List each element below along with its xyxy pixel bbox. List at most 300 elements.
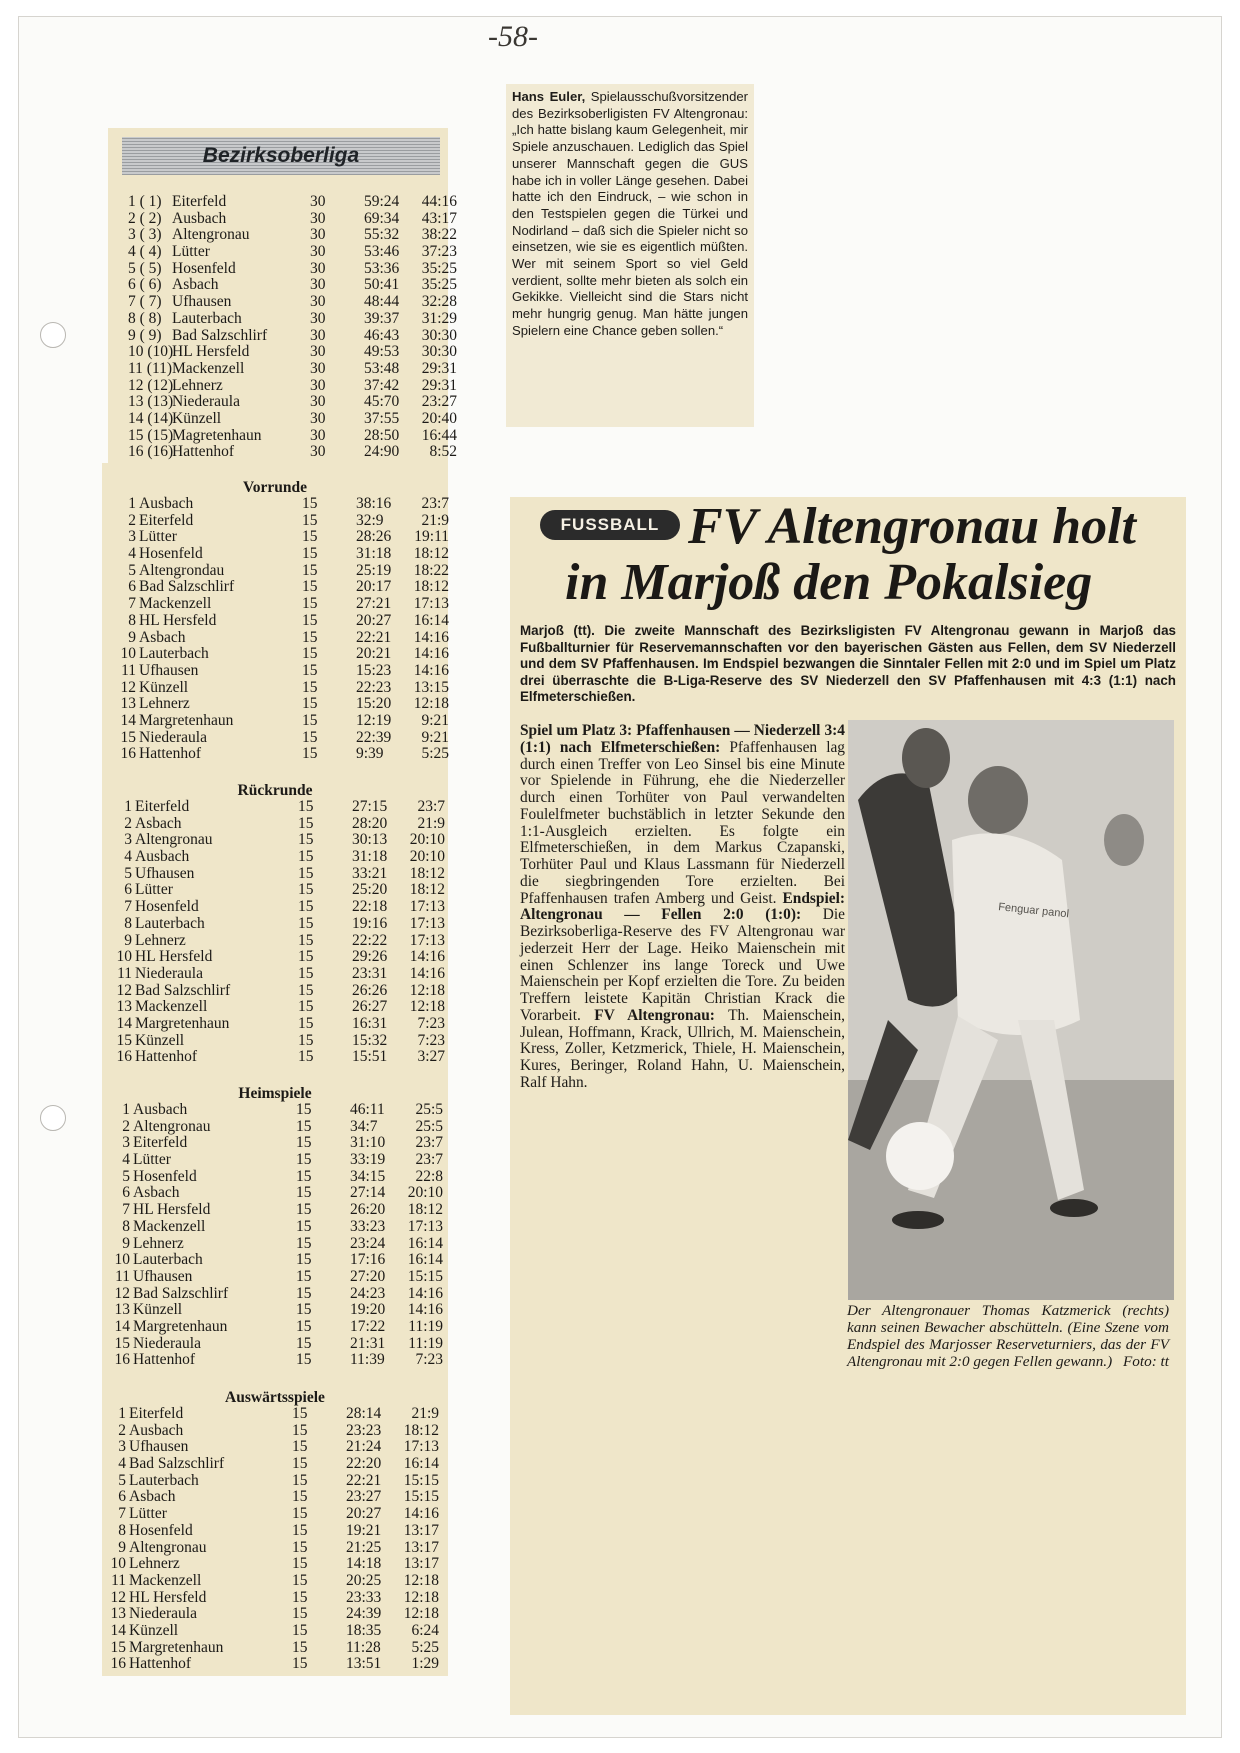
paragraph-heading: FV Altengronau: bbox=[594, 1006, 715, 1024]
cell-goals: 29:26 bbox=[352, 948, 388, 966]
table-row bbox=[114, 1152, 444, 1169]
heimspiele-table bbox=[114, 1102, 444, 1369]
cell-goals: 20:27 bbox=[356, 611, 392, 629]
cell-pts: 15:15 bbox=[407, 1267, 443, 1285]
cell-sp: 15 bbox=[296, 1301, 312, 1319]
cell-goals: 13:51 bbox=[346, 1655, 382, 1673]
cell-goals: 18:35 bbox=[346, 1621, 382, 1639]
cell-pos: 14 bbox=[116, 1014, 132, 1032]
cell-sp: 30 bbox=[310, 326, 326, 344]
table-row bbox=[116, 832, 446, 849]
cell-team: Margretenhaun bbox=[133, 1317, 228, 1335]
cell-sp: 30 bbox=[310, 259, 326, 277]
cell-sp: 15 bbox=[292, 1605, 308, 1623]
cell-sp: 15 bbox=[296, 1201, 312, 1219]
cell-sp: 15 bbox=[302, 528, 318, 546]
cell-pos: 5 bbox=[124, 864, 132, 882]
cell-pos: 2 bbox=[124, 814, 132, 832]
cell-pos: 9 bbox=[118, 1538, 126, 1556]
paragraph-heading: Spiel um Platz 3: Pfaffenhausen — Niederzell 3:4 (1:1) nach Elfmeterschießen: bbox=[520, 722, 845, 756]
cell-goals: 22:21 bbox=[346, 1471, 382, 1489]
cell-pts: 15:15 bbox=[403, 1488, 439, 1506]
cell-team: HL Hersfeld bbox=[129, 1588, 207, 1606]
cell-goals: 34:7 bbox=[350, 1117, 378, 1135]
table-row bbox=[110, 1473, 440, 1490]
cell-pts: 16:14 bbox=[407, 1234, 443, 1252]
cell-goals: 20:27 bbox=[346, 1505, 382, 1523]
table-row bbox=[116, 799, 446, 816]
table-row bbox=[114, 1336, 444, 1353]
cell-sp: 15 bbox=[298, 981, 314, 999]
table-row bbox=[116, 816, 446, 833]
table-row bbox=[120, 730, 450, 747]
cell-team: Lauterbach bbox=[172, 309, 242, 327]
table-row bbox=[114, 1169, 444, 1186]
cell-pos: 12 bbox=[120, 678, 136, 696]
cell-goals: 19:21 bbox=[346, 1521, 382, 1539]
cell-sp: 15 bbox=[302, 645, 318, 663]
cell-goals: 24:39 bbox=[346, 1605, 382, 1623]
cell-team: Mackenzell bbox=[135, 998, 208, 1016]
table-row bbox=[128, 194, 458, 211]
cell-sp: 15 bbox=[296, 1317, 312, 1335]
cell-pos: 16 (16) bbox=[128, 443, 174, 461]
cell-pts: 20:10 bbox=[409, 831, 445, 849]
paragraph-text: Die Bezirksoberliga-Reserve des FV Altengronau war jederzeit Herr der Lage. Heiko Maienschein mit einen Schlenzer ins lange Toreck und Uwe Maienschein per Kopf erzielten die Tore. Zu beiden Treffern leistete Kapitän Christian Krack die Vorarbeit. bbox=[520, 906, 845, 1024]
cell-team: Eiterfeld bbox=[139, 511, 194, 529]
cell-pos: 12 bbox=[110, 1588, 126, 1606]
table-row bbox=[116, 933, 446, 950]
cell-goals: 27:14 bbox=[350, 1184, 386, 1202]
table-row bbox=[116, 1049, 446, 1066]
cell-pts: 29:31 bbox=[421, 376, 457, 394]
cell-pts: 12:18 bbox=[413, 695, 449, 713]
cell-sp: 15 bbox=[296, 1217, 312, 1235]
cell-team: Ausbach bbox=[129, 1421, 184, 1439]
cell-team: Lütter bbox=[172, 243, 210, 261]
match-photo bbox=[848, 720, 1174, 1300]
cell-pts: 7:23 bbox=[417, 1014, 445, 1032]
table-row bbox=[128, 378, 458, 395]
cell-pos: 10 (10) bbox=[128, 343, 174, 361]
cell-pts: 6:24 bbox=[411, 1621, 439, 1639]
cell-pos: 15 bbox=[120, 728, 136, 746]
cell-sp: 30 bbox=[310, 409, 326, 427]
cell-pts: 21:9 bbox=[411, 1405, 439, 1422]
cell-sp: 15 bbox=[298, 831, 314, 849]
cell-team: Bad Salzschlirf bbox=[133, 1284, 229, 1302]
cell-pts: 18:12 bbox=[409, 881, 445, 899]
cell-sp: 30 bbox=[310, 226, 326, 244]
cell-pts: 17:13 bbox=[407, 1217, 443, 1235]
table-row bbox=[120, 579, 450, 596]
cell-pts: 30:30 bbox=[421, 326, 457, 344]
cell-pos: 7 bbox=[128, 595, 136, 613]
cell-sp: 30 bbox=[310, 243, 326, 261]
cell-sp: 15 bbox=[298, 798, 314, 815]
cell-pos: 10 bbox=[110, 1555, 126, 1573]
cell-pts: 16:14 bbox=[413, 611, 449, 629]
cell-sp: 15 bbox=[296, 1134, 312, 1152]
cell-pts: 14:16 bbox=[407, 1284, 443, 1302]
paragraph-heading: Endspiel: Altengronau — Fellen 2:0 (1:0): bbox=[520, 889, 845, 924]
table-row bbox=[120, 646, 450, 663]
cell-team: Eiterfeld bbox=[133, 1134, 188, 1152]
cell-pos: 5 bbox=[118, 1471, 126, 1489]
table-row bbox=[128, 361, 458, 378]
cell-goals: 24:23 bbox=[350, 1284, 386, 1302]
cell-pos: 13 (13) bbox=[128, 393, 174, 411]
cell-goals: 69:34 bbox=[364, 209, 400, 227]
cell-pts: 19:11 bbox=[414, 528, 449, 546]
table-row bbox=[128, 344, 458, 361]
cell-sp: 15 bbox=[298, 931, 314, 949]
cell-sp: 15 bbox=[298, 848, 314, 866]
cell-team: Ausbach bbox=[172, 209, 227, 227]
cell-sp: 30 bbox=[310, 443, 326, 461]
cell-sp: 15 bbox=[292, 1438, 308, 1456]
cell-sp: 15 bbox=[298, 1031, 314, 1049]
cell-sp: 15 bbox=[298, 948, 314, 966]
cell-team: Asbach bbox=[172, 276, 219, 294]
vorrunde-table bbox=[120, 496, 450, 763]
cell-goals: 19:16 bbox=[352, 914, 388, 932]
cell-goals: 21:31 bbox=[350, 1334, 386, 1352]
section-heading-rueckrunde: Rückrunde bbox=[237, 782, 313, 799]
table-row bbox=[116, 899, 446, 916]
cell-team: Asbach bbox=[135, 814, 182, 832]
table-row bbox=[110, 1640, 440, 1657]
cell-team: Lauterbach bbox=[135, 914, 205, 932]
section-heading-vorrunde: Vorrunde bbox=[242, 479, 308, 496]
cell-pos: 11 bbox=[115, 1267, 130, 1285]
cell-pos: 7 bbox=[124, 898, 132, 916]
table-row bbox=[128, 311, 458, 328]
cell-pts: 5:25 bbox=[411, 1638, 439, 1656]
cell-pts: 14:16 bbox=[407, 1301, 443, 1319]
cell-team: Ufhausen bbox=[129, 1438, 189, 1456]
cell-pos: 11 bbox=[111, 1571, 126, 1589]
table-row bbox=[110, 1406, 440, 1423]
table-row bbox=[120, 546, 450, 563]
punch-hole-top bbox=[40, 322, 66, 348]
table-row bbox=[128, 444, 458, 461]
table-row bbox=[110, 1439, 440, 1456]
cell-goals: 31:18 bbox=[352, 848, 388, 866]
cell-team: Lehnerz bbox=[139, 695, 190, 713]
cell-pos: 1 bbox=[122, 1101, 130, 1118]
cell-pts: 11:19 bbox=[408, 1317, 443, 1335]
cell-team: Künzell bbox=[172, 409, 222, 427]
cell-goals: 23:31 bbox=[352, 964, 388, 982]
table-row bbox=[128, 428, 458, 445]
cell-goals: 34:15 bbox=[350, 1167, 386, 1185]
table-row bbox=[114, 1102, 444, 1119]
cell-team: Hosenfeld bbox=[129, 1521, 193, 1539]
shirt-text: Fenguar panol bbox=[997, 901, 1070, 921]
cell-team: Altengronau bbox=[133, 1117, 211, 1135]
quote-author: Hans Euler, bbox=[512, 89, 586, 104]
cell-pos: 3 ( 3) bbox=[128, 226, 162, 244]
cell-team: Hosenfeld bbox=[133, 1167, 197, 1185]
cell-goals: 14:18 bbox=[346, 1555, 382, 1573]
cell-sp: 15 bbox=[302, 545, 318, 563]
cell-sp: 15 bbox=[298, 864, 314, 882]
cell-pts: 17:13 bbox=[403, 1438, 439, 1456]
cell-goals: 28:50 bbox=[364, 426, 400, 444]
cell-goals: 50:41 bbox=[364, 276, 400, 294]
cell-team: Bad Salzschlirf bbox=[172, 326, 268, 344]
cell-team: Mackenzell bbox=[129, 1571, 202, 1589]
cell-pos: 9 bbox=[122, 1234, 130, 1252]
quote-clipping bbox=[506, 84, 754, 427]
cell-goals: 17:16 bbox=[350, 1251, 386, 1269]
cell-goals: 55:32 bbox=[364, 226, 400, 244]
table-row bbox=[114, 1319, 444, 1336]
table-row bbox=[128, 277, 458, 294]
cell-pos: 2 ( 2) bbox=[128, 209, 162, 227]
cell-team: Niederaula bbox=[139, 728, 207, 746]
league-title: Bezirksoberliga bbox=[202, 144, 360, 167]
cell-sp: 15 bbox=[298, 881, 314, 899]
cell-goals: 22:23 bbox=[356, 678, 392, 696]
cell-pos: 4 bbox=[128, 545, 136, 563]
table-row bbox=[116, 1033, 446, 1050]
photo-illustration bbox=[848, 720, 1174, 1300]
cell-pos: 5 bbox=[122, 1167, 130, 1185]
cell-pts: 17:13 bbox=[413, 595, 449, 613]
table-row bbox=[120, 680, 450, 697]
cell-pos: 2 bbox=[118, 1421, 126, 1439]
cell-pts: 17:13 bbox=[409, 914, 445, 932]
cell-sp: 15 bbox=[298, 998, 314, 1016]
cell-pts: 13:17 bbox=[403, 1521, 439, 1539]
cell-pts: 12:18 bbox=[403, 1605, 439, 1623]
cell-team: Ausbach bbox=[139, 495, 194, 512]
cell-pos: 11 (11) bbox=[128, 359, 173, 377]
cell-pos: 16 bbox=[120, 745, 136, 763]
cell-team: Lütter bbox=[139, 528, 177, 546]
cell-sp: 30 bbox=[310, 293, 326, 311]
cell-pos: 6 ( 6) bbox=[128, 276, 162, 294]
cell-team: Ufhausen bbox=[133, 1267, 193, 1285]
cell-pts: 5:25 bbox=[421, 745, 449, 763]
cell-pos: 6 bbox=[118, 1488, 126, 1506]
cell-pos: 12 bbox=[116, 981, 132, 999]
cell-team: Lehnerz bbox=[172, 376, 223, 394]
cell-pts: 20:40 bbox=[421, 409, 457, 427]
cell-goals: 21:25 bbox=[346, 1538, 382, 1556]
article-body bbox=[520, 723, 845, 1092]
cell-pos: 15 (15) bbox=[128, 426, 174, 444]
cell-goals: 26:26 bbox=[352, 981, 388, 999]
cell-sp: 15 bbox=[292, 1521, 308, 1539]
cell-sp: 15 bbox=[292, 1555, 308, 1573]
cell-sp: 30 bbox=[310, 193, 326, 210]
cell-pts: 15:15 bbox=[403, 1471, 439, 1489]
overall-table bbox=[128, 194, 458, 461]
cell-pts: 18:12 bbox=[407, 1201, 443, 1219]
cell-sp: 30 bbox=[310, 359, 326, 377]
table-row bbox=[116, 949, 446, 966]
cell-goals: 33:19 bbox=[350, 1151, 386, 1169]
cell-pos: 12 bbox=[114, 1284, 130, 1302]
cell-sp: 15 bbox=[302, 711, 318, 729]
cell-sp: 15 bbox=[296, 1167, 312, 1185]
cell-pos: 10 bbox=[114, 1251, 130, 1269]
cell-pts: 38:22 bbox=[421, 226, 457, 244]
cell-pos: 3 bbox=[128, 528, 136, 546]
cell-goals: 17:22 bbox=[350, 1317, 386, 1335]
cell-pts: 23:27 bbox=[421, 393, 457, 411]
cell-pos: 14 (14) bbox=[128, 409, 174, 427]
cell-team: Magretenhaun bbox=[172, 426, 262, 444]
cell-pts: 25:5 bbox=[415, 1117, 443, 1135]
cell-goals: 27:20 bbox=[350, 1267, 386, 1285]
cell-goals: 31:18 bbox=[356, 545, 392, 563]
cell-sp: 15 bbox=[302, 561, 318, 579]
cell-pos: 7 bbox=[122, 1201, 130, 1219]
cell-team: Lehnerz bbox=[133, 1234, 184, 1252]
cell-goals: 23:27 bbox=[346, 1488, 382, 1506]
page-number: -58- bbox=[488, 20, 538, 53]
cell-sp: 30 bbox=[310, 276, 326, 294]
cell-pos: 1 bbox=[124, 798, 132, 815]
cell-pos: 8 bbox=[124, 914, 132, 932]
cell-pts: 35:25 bbox=[421, 259, 457, 277]
rueckrunde-table bbox=[116, 799, 446, 1066]
cell-pts: 9:21 bbox=[421, 728, 449, 746]
cell-goals: 53:46 bbox=[364, 243, 400, 261]
cell-pos: 11 bbox=[117, 964, 132, 982]
cell-pts: 29:31 bbox=[421, 359, 457, 377]
cell-sp: 15 bbox=[292, 1621, 308, 1639]
cell-team: Eiterfeld bbox=[129, 1405, 184, 1422]
table-row bbox=[128, 394, 458, 411]
cell-team: Künzell bbox=[129, 1621, 179, 1639]
cell-goals: 22:20 bbox=[346, 1455, 382, 1473]
cell-pos: 5 bbox=[128, 561, 136, 579]
table-row bbox=[116, 849, 446, 866]
cell-goals: 33:21 bbox=[352, 864, 388, 882]
cell-pts: 23:7 bbox=[415, 1151, 443, 1169]
cell-sp: 30 bbox=[310, 376, 326, 394]
cell-team: Asbach bbox=[133, 1184, 180, 1202]
table-row bbox=[110, 1540, 440, 1557]
cell-sp: 15 bbox=[302, 511, 318, 529]
cell-sp: 15 bbox=[296, 1267, 312, 1285]
cell-sp: 15 bbox=[296, 1184, 312, 1202]
cell-pts: 14:16 bbox=[403, 1505, 439, 1523]
cell-team: Ausbach bbox=[135, 848, 190, 866]
table-row bbox=[128, 227, 458, 244]
cell-goals: 27:15 bbox=[352, 798, 388, 815]
cell-team: Lütter bbox=[133, 1151, 171, 1169]
cell-sp: 15 bbox=[292, 1505, 308, 1523]
cell-sp: 15 bbox=[298, 898, 314, 916]
table-row bbox=[116, 999, 446, 1016]
cell-goals: 15:23 bbox=[356, 661, 392, 679]
cell-pos: 11 bbox=[121, 661, 136, 679]
cell-sp: 15 bbox=[296, 1234, 312, 1252]
cell-team: Altengrondau bbox=[139, 561, 225, 579]
table-row bbox=[116, 1016, 446, 1033]
cell-pts: 23:7 bbox=[415, 1134, 443, 1152]
cell-team: Hosenfeld bbox=[172, 259, 236, 277]
cell-sp: 15 bbox=[302, 695, 318, 713]
cell-pts: 12:18 bbox=[403, 1588, 439, 1606]
cell-goals: 22:39 bbox=[356, 728, 392, 746]
cell-team: Mackenzell bbox=[139, 595, 212, 613]
cell-team: Künzell bbox=[135, 1031, 185, 1049]
table-row bbox=[114, 1302, 444, 1319]
cell-pts: 37:23 bbox=[421, 243, 457, 261]
cell-team: Ufhausen bbox=[172, 293, 232, 311]
cell-pos: 1 ( 1) bbox=[128, 193, 162, 210]
cell-pos: 13 bbox=[114, 1301, 130, 1319]
cell-pts: 18:12 bbox=[403, 1421, 439, 1439]
cell-goals: 22:21 bbox=[356, 628, 392, 646]
cell-sp: 15 bbox=[296, 1251, 312, 1269]
cell-sp: 15 bbox=[298, 964, 314, 982]
cell-team: Margretenhaun bbox=[129, 1638, 224, 1656]
cell-sp: 30 bbox=[310, 209, 326, 227]
cell-pos: 3 bbox=[124, 831, 132, 849]
cell-pos: 14 bbox=[120, 711, 136, 729]
cell-sp: 15 bbox=[302, 495, 318, 512]
table-row bbox=[110, 1656, 440, 1673]
quote-text: Spielausschußvorsitzender des Bezirksoberligisten FV Altengronau: „Ich hatte bislang kaum Gelegenheit, mir Spiele anzuschauen. Lediglich das Spiel unserer Mannschaft gegen die GUS habe ich in voller Länge gesehen. Dabei hatte ich den Eindruck, – wie schon in den Testspielen gegen die Türkei und Nodirland – daß sich die Spieler nicht so einsetzen, wie sie es eigentlich müßten. Wer mit seinem Sport so viel Geld verdient, sollte mehr bieten als solch ein Gekikke. Vielleicht sind die Stars nicht mehr hungrig genug. Man hätte jungen Spielern eine Chance geben sollen.“ bbox=[512, 89, 748, 338]
headline-line-2: in Marjoß den Pokalsieg bbox=[565, 554, 1093, 611]
table-row bbox=[110, 1456, 440, 1473]
table-row bbox=[110, 1606, 440, 1623]
cell-pts: 9:21 bbox=[421, 711, 449, 729]
cell-goals: 49:53 bbox=[364, 343, 400, 361]
table-row bbox=[128, 294, 458, 311]
cell-team: HL Hersfeld bbox=[172, 343, 250, 361]
cell-sp: 15 bbox=[296, 1117, 312, 1135]
cell-pos: 5 ( 5) bbox=[128, 259, 162, 277]
cell-goals: 28:14 bbox=[346, 1405, 382, 1422]
cell-team: Künzell bbox=[139, 678, 189, 696]
cell-pos: 2 bbox=[122, 1117, 130, 1135]
cell-sp: 15 bbox=[296, 1334, 312, 1352]
cell-pos: 12 (12) bbox=[128, 376, 174, 394]
table-row bbox=[116, 983, 446, 1000]
cell-goals: 24:90 bbox=[364, 443, 400, 461]
cell-sp: 15 bbox=[302, 678, 318, 696]
cell-goals: 59:24 bbox=[364, 193, 400, 210]
table-row bbox=[116, 916, 446, 933]
cell-pts: 25:5 bbox=[415, 1101, 443, 1118]
cell-team: HL Hersfeld bbox=[133, 1201, 211, 1219]
cell-team: Bad Salzschlirf bbox=[139, 578, 235, 596]
cell-goals: 23:23 bbox=[346, 1421, 382, 1439]
table-row bbox=[114, 1352, 444, 1369]
cell-pts: 23:7 bbox=[421, 495, 449, 512]
cell-goals: 20:21 bbox=[356, 645, 392, 663]
cell-goals: 23:24 bbox=[350, 1234, 386, 1252]
cell-pts: 31:29 bbox=[421, 309, 457, 327]
cell-pos: 16 bbox=[114, 1351, 130, 1369]
cell-team: Hattenhof bbox=[133, 1351, 195, 1369]
cell-goals: 23:33 bbox=[346, 1588, 382, 1606]
cell-goals: 19:20 bbox=[350, 1301, 386, 1319]
cell-team: Eiterfeld bbox=[135, 798, 190, 815]
cell-sp: 30 bbox=[310, 393, 326, 411]
table-row bbox=[120, 746, 450, 763]
table-row bbox=[120, 563, 450, 580]
